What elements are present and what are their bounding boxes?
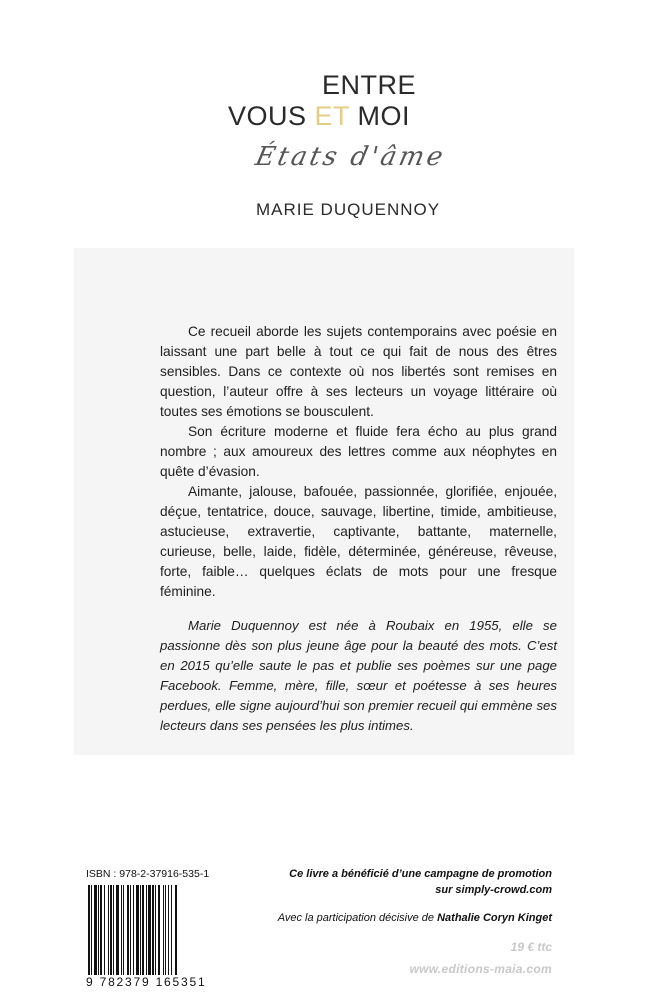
price: 19 € ttc	[510, 940, 552, 954]
title-line-1: ENTRE	[322, 70, 417, 100]
title-moi: MOI	[349, 101, 411, 131]
paragraph-intro: Ce recueil aborde les sujets contemporains avec poésie en laissant une part belle à tout ce qui fait de nous des êtres sensibles. Dans ce contexte où nos libertés sont remises en question, l’auteur offre à ses lecteurs un voyage littéraire où toutes ses émotions se bousculent.	[160, 324, 557, 419]
paragraph-adjectives: Aimante, jalouse, bafouée, passionnée, glorifiée, enjouée, déçue, tentatrice, douce, sauvage, libertine, timide, ambitieuse, astucieuse, extravertie, captivante, battante, maternelle, curieuse, belle, laide, fidèle, déterminée, généreuse, rêveuse, forte, faible… quelques éclats de mots pour une fresque féminine.	[160, 484, 557, 599]
title-block	[0, 0, 648, 230]
paragraph-style: Son écriture moderne et fluide fera écho au plus grand nombre ; aux amoureux des lettres comme aux néophytes en quête d’évasion.	[160, 424, 557, 479]
barcode-number: 9 782379 165351	[86, 975, 207, 989]
promotion-note	[252, 866, 552, 926]
title-et-accent: ET	[314, 101, 350, 131]
promo-line-3	[252, 910, 552, 926]
author-bio: Marie Duquennoy est née à Roubaix en 1955, elle se passionne dès son plus jeune âge pour la beauté des mots. C’est en 2015 qu’elle saute le pas et publie ses poèmes sur une page Facebook. Femme, mère, fille, sœur et poétesse à ses heures perdues, elle signe aujourd’hui son premier recueil qui emmène ses lecteurs dans ses pensées les plus intimes.	[160, 618, 557, 733]
promo-contributor: Nathalie Coryn Kinget	[437, 912, 552, 924]
isbn-block	[86, 868, 228, 989]
promo-line-2: sur simply-crowd.com	[435, 884, 552, 896]
isbn-label: ISBN : 978-2-37916-535-1	[86, 868, 210, 880]
author-name: MARIE DUQUENNOY	[256, 200, 441, 219]
publisher-website: www.editions-maia.com	[409, 962, 552, 976]
barcode	[86, 885, 224, 975]
title-line-2	[228, 103, 410, 130]
promo-participation: Avec la participation décisive de	[277, 912, 438, 924]
back-cover-text	[160, 322, 557, 736]
promo-line-1: Ce livre a bénéficié d’une campagne de promotion	[289, 868, 552, 880]
subtitle-script: États d'âme	[252, 142, 449, 172]
title-vous: VOUS	[228, 101, 315, 131]
